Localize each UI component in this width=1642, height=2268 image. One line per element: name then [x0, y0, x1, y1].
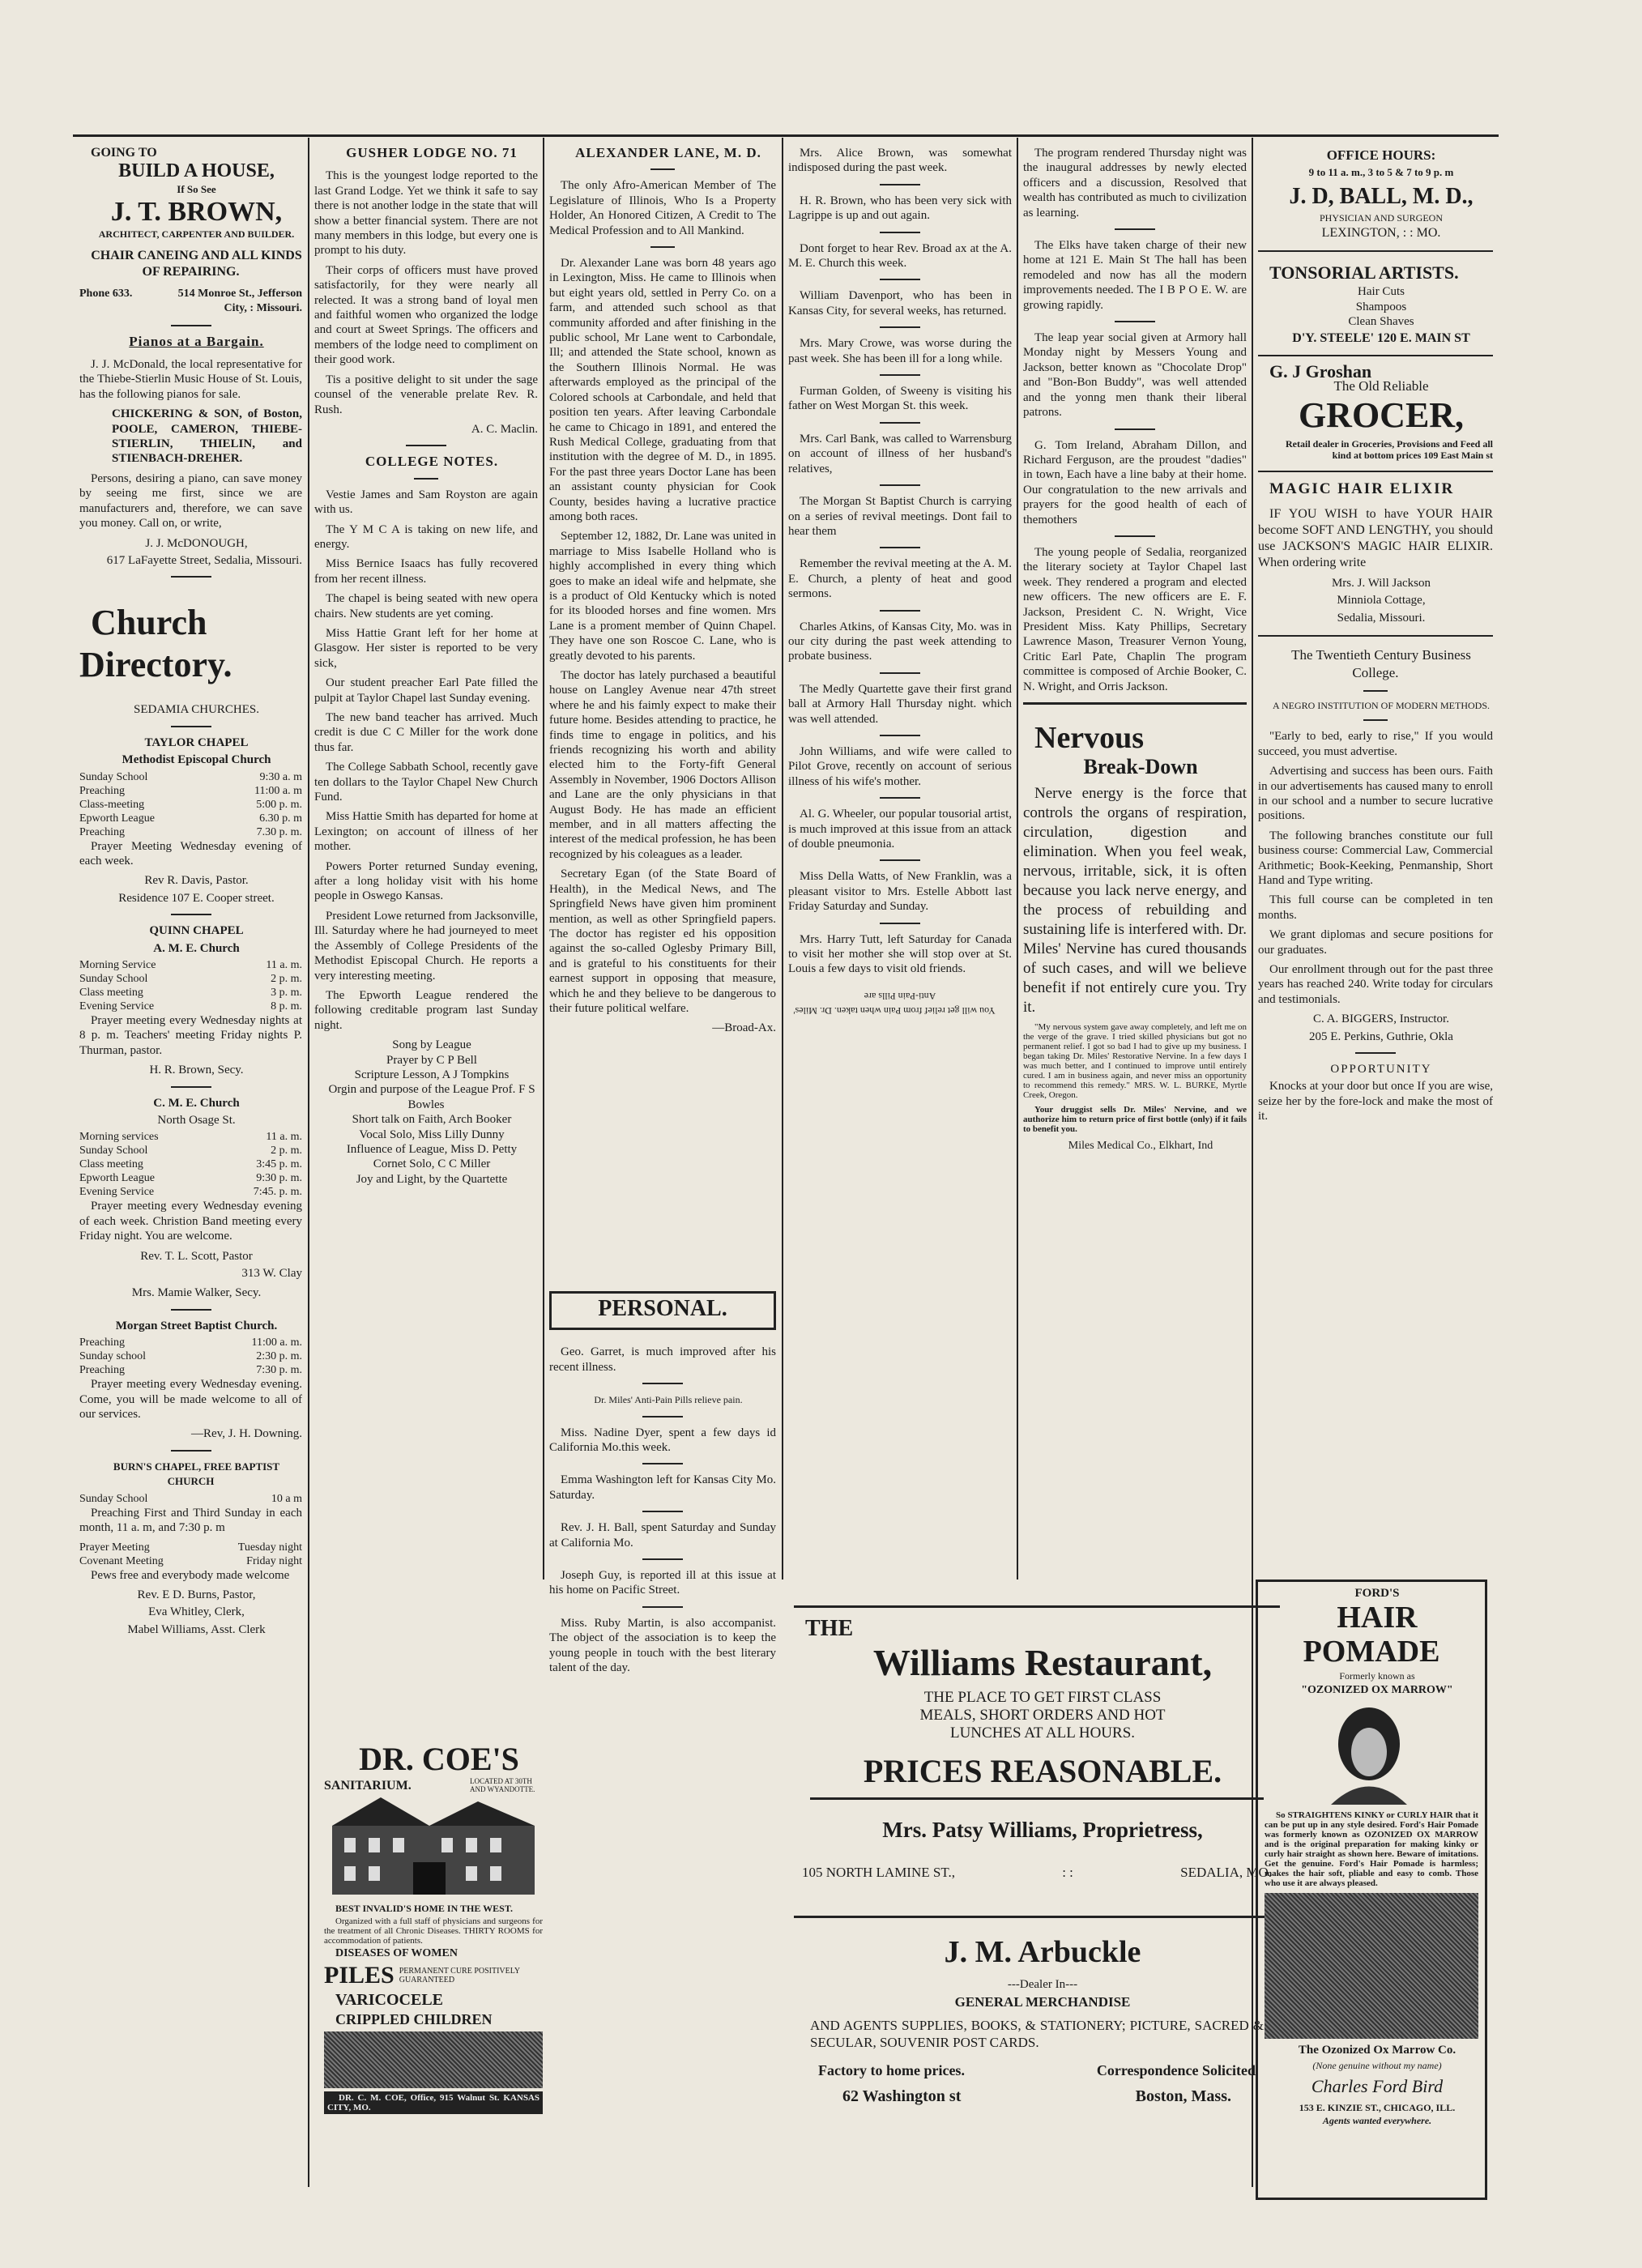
personal-title: PERSONAL.: [598, 1296, 727, 1321]
column-rule: [1017, 138, 1018, 1580]
fine-print-block: [324, 2031, 543, 2088]
column-4: Mrs. Alice Brown, was somewhat indisposed during the past week. H. R. Brown, who has been very sick with Lagrippe is up and out again. Dont forget to hear Rev. Broad ax at the A. M. E. Church this week. William Davenport, who has been in Kansas City, for several weeks, has returned. Mrs. Mary Crowe, was worse during the past week. She has been ill for a long while. Furman Golden, of Sweeny is visiting his father on West Morgan St. this week. Mrs. Carl Bank, was called to Warrensburg on account of illness of her husband's relatives, The Morgan St Baptist Church is carrying on a series of revival meetings. Dont fail to hear them Remember the revival meeting at the A. M. E. Church, a plenty of heat and good sermons. Charles Atkins, of Kansas City, Mo. was in our city during the past week attending to probate business. The Medly Quartette gave their first grand ball at Armory Hall Thursday night. which was well attended. John Williams, and wife were called to Pilot Grove, recently on account of serious illness of his wife's mother. Al. G. Wheeler, our popular tousorial artist, is much improved at this issue from an attack of double pneumonia. Miss Della Watts, of New Franklin, was a pleasant visitor to Mrs. Estelle Abbott last Friday Saturday and Sunday. Mrs. Harry Tutt, left Saturday for Canada to visit her mother she will stop over at St. Louis a few days to visit old friends. You will get relief from Pain when taken. Dr. Miles' Anti-Pain Pills are: [788, 147, 1012, 1017]
newspaper-page: [73, 122, 1499, 2195]
williams-restaurant-ad: THE Williams Restaurant, THE PLACE TO GET FIRST CLASS MEALS, SHORT ORDERS AND HOT LUNCHES AT ALL HOURS. PRICES REASONABLE. Mrs. Patsy Williams, Proprietress, 105 NORTH LAMINE ST., : : SEDALIA, MO.: [794, 1605, 1280, 1905]
college-notes-title: COLLEGE NOTES.: [365, 454, 499, 470]
quinn-chapel: QUINN CHAPEL A. M. E. Church Morning Service 11 a. m. Sunday School 2 p. m. Class meeting 3 p. m. Evening Service 8 p. m. Prayer meeting every Wednesday nights at 8 p. m. Teachers' meeting Friday nights P. Thurman, pastor. H. R. Brown, Secy.: [79, 924, 302, 1077]
piano-ad: Pianos at a Bargain. J. J. McDonald, the local representative for the Thiebe-Stierlin Music House of St. Louis, has the following pianos for sale. CHICKERING & SON, of Boston, POOLE, CAMERON, THIEBE-STIERLIN, THIELIN, and STIENBACH-DREHER. Persons, desiring a piano, can save money by seeing me first, since we are manufacturers and, therefore, we can save you money. Call on, or write, J. J. McDONOUGH, 617 LaFayette Street, Sedalia, Missouri.: [79, 333, 302, 567]
nervous-ad: Nervous Break-Down Nerve energy is the force that controls the organs of respiration, circulation, digestion and elimination. When you feel weak, nervous, irritable, sick, it is often because you lack nerve energy, and the process of rebuilding and sustaining life is interfered with. Dr. Miles' Nervine has cured thousands of such cases, and will we believe benefit if not entirely cure you. Try it. "My nervous system gave away completely, and left me on the verge of the grave. I tried skilled physicians but got no permanent relief. I got so bad I had to give up my business. I began taking Dr. Miles' Restorative Nervine. In a few days I was much better, and I continued to improve until entirely cured. I am in business again, and never miss an opportunity to recommend this remedy." MRS. W. L. BURKE, Myrtle Creek, Oregon. Your druggist sells Dr. Miles' Nervine, and we authorize him to return price of first bottle (only) if it fails to benefit you. Miles Medical Co., Elkhart, Ind: [1023, 702, 1247, 1153]
top-rule: [73, 134, 1499, 137]
hair-pomade-ad: FORD'S HAIR POMADE Formerly known as "OZONIZED OX MARROW" So STRAIGHTENS KINKY or CURLY HAIR that it can be put up in any style desired. Ford's Hair Pomade was formerly known as OZONIZED OX MARROW and is the original preparation for making kinky or curly hair straight as shown here. Beware of imitations. Get the genuine. Ford's Hair Pomade is harmless; makes the hair soft, pliable and easy to comb. Those who use it are always pleased. The Ozonized Ox Marrow Co. (None genuine without my name) Charles Ford Bird 153 E. KINZIE ST., CHICAGO, ILL. Agents wanted everywhere.: [1256, 1580, 1487, 2200]
dr-coe-ad: DR. COE'S SANITARIUM. LOCATED AT 30TH AND WYANDOTTE. BEST INVALID'S HOME IN THE WEST. Organized with a full staff of physicians and surgeons for the treatment of all Chronic Diseases. THIRTY ROOMS for accommodation of patients. DISEASES OF WOMEN PILES PERMANENT CURE POSITIVELY GUARANTEED VARICOCELE CRIPPLED CHILDREN DR. C. M. COE, Office, 915 Walnut St. KANSAS CITY, MO.: [324, 1741, 543, 2112]
brown-ad: GOING TO BUILD A HOUSE, If So See J. T. BROWN, ARCHITECT, CARPENTER AND BUILDER. CHAIR CANEING AND ALL KINDS OF REPAIRING. Phone 633. 514 Monroe St., Jefferson City, : Missouri.: [79, 146, 302, 317]
column-1: GOING TO BUILD A HOUSE, If So See J. T. BROWN, ARCHITECT, CARPENTER AND BUILDER. CHAIR CANEING AND ALL KINDS OF REPAIRING. Phone 633. 514 Monroe St., Jefferson City, : Missouri. Pianos at a Bargain. J. J. McDonald, the local representative for the Thiebe-Stierlin Music House of St. Louis, has the following pianos for sale. CHICKERING & SON, of Boston, POOLE, CAMERON, THIEBE-STIERLIN, THIELIN, and STIENBACH-DREHER. Persons, desiring a piano, can save money by seeing me first, since we are manufacturers and, therefore, we can save you money. Call on, or write, J. J. McDONOUGH, 617 LaFayette Street, Sedalia, Missouri. Church Directory. SEDAMIA CHURCHES. TAYLOR CHAPEL Methodist Episcopal Church Sunday School 9:30 a. m Preaching 11:00 a. m Class-meeting 5:00 p. m. Epworth League 6.30 p. m Preaching 7.30 p. m. Prayer Meeting Wednesday evening of each week. Rev R. Davis, Pastor. Residence 107 E. Cooper street. QUINN CHAPEL A. M. E. Church Morning Service 11 a. m. Sunday School 2 p. m. Class meeting 3 p. m. Evening Service 8 p. m. Prayer meeting every Wednesday nights at 8 p. m. Teachers' meeting Friday nights P. Thurman, pastor. H. R. Brown, Secy. C. M. E. Church North Osage St. Morning services 11 a. m. Sunday School 2 p. m. Class meeting 3:45 p. m. Epworth League 9:30 p. m. Evening Service 7:45. p. m. Prayer meeting every Wednesday evening of each week. Christion Band meeting every Friday night. You are welcome. Rev. T. L. Scott, Pastor 313 W. Clay Mrs. Mamie Walker, Secy. Morgan Street Baptist Church. Preaching 11:00 a. m. Sunday school 2:30 p. m. Preaching 7:30 p. m. Prayer meeting every Wednesday evening. Come, you will be made welcome to all of our services. —Rev, J. H. Downing. BURN'S CHAPEL, FREE BAPTIST CHURCH Sunday School 10 a m Preaching First and Third Sunday in each month, 11 a. m, and 7:30 p. m Prayer Meeting Tuesday night Covenant Meeting Friday night Pews free and everybody made welcome Rev. E D. Burns, Pastor, Eva Whitley, Clerk, Mabel Williams, Asst. Clerk: [79, 146, 302, 1636]
column-rule: [543, 138, 544, 1580]
column-rule: [308, 138, 309, 2187]
arbuckle-ad: J. M. Arbuckle ---Dealer In--- GENERAL MERCHANDISE AND AGENTS SUPPLIES, BOOKS, & STATIONERY; PICTURE, SACRED & SECULAR, SOUVENIR POST CARDS. Factory to home prices. Correspondence Solicited 62 Washington st Boston, Mass.: [794, 1916, 1280, 2191]
column-3: ALEXANDER LANE, M. D. The only Afro-American Member of The Legislature of Illinois, Who Is a Property Holder, An Honored Citizen, A Credit to The Medical Profession and to All Mankind. Dr. Alexander Lane was born 48 years ago in Lexington, Miss. He came to Illinois when but eight years old, settled in Perry Co. on a farm, and attended such school as that community afforded and after finishing in the public school, Mr Lane went to Carbondale, Ill; and attended the State school, known as the Southern Illinois Normal. He was afterwards employed as the principal of the Colored schools at Carbondale, and held that position ten years. After leaving Carbondale he came to Chicago in 1891, and entered the Rush Medical College, graduating from that institution with the degree of M. D., in 1895. For the past three years Doctor Lane has been an assistant county physician for Cook County, besides having a lucrative practice among both races. September 12, 1882, Dr. Lane was united in marriage to Miss Isabelle Holland who is highly accomplished in every thing which goes to make an ideal wife and helpmate, she is a product of Old Kentucky which is noted for its blooded horses and fine women. Mrs Lane is a proment member of Quinn Chapel. They have one son Roscoe C. Lane, who is greatly devoted to his parents. The doctor has lately purchased a beautiful house on Langley Avenue near 47th street where he and his faimly expect to make their future home. Besides attending to practice, he finds time to engage in politics, and his friends recognizing his worth and ability elected him to the Forty-fift General Assembly in November, 1906 Doctors Allison and Lane are the only physicians in that August Body. He has made an efficient member, and in all matters affecting the interest of the medical profession, he has been recognized by his coleagues as a leader. Secretary Egan (of the State Board of Health), in the Medical News, and The Springfield News have given him prominent mention, as well as other Springfield papers. The doctor has register ed his opposition against the so-called Oglesby Primary Bill, and is grateful to his constituents for their earnest support in opposing that measure, which he and they believe to be dangerous to their future political welfare. —Broad-Ax.: [549, 146, 776, 1035]
taylor-chapel: TAYLOR CHAPEL Methodist Episcopal Church Sunday School 9:30 a. m Preaching 11:00 a. m Class-meeting 5:00 p. m. Epworth League 6.30 p. m Preaching 7.30 p. m. Prayer Meeting Wednesday evening of each week. Rev R. Davis, Pastor. Residence 107 E. Cooper street.: [79, 735, 302, 905]
burns-chapel: BURN'S CHAPEL, FREE BAPTIST CHURCH Sunday School 10 a m Preaching First and Third Sunday in each month, 11 a. m, and 7:30 p. m Prayer Meeting Tuesday night Covenant Meeting Friday night Pews free and everybody made welcome Rev. E D. Burns, Pastor, Eva Whitley, Clerk, Mabel Williams, Asst. Clerk: [79, 1460, 302, 1636]
phone: Phone 633.: [79, 287, 133, 300]
column-6: OFFICE HOURS: 9 to 11 a. m., 3 to 5 & 7 to 9 p. m J. D, BALL, M. D., PHYSICIAN AND SURGEON LEXINGTON, : : MO. TONSORIAL ARTISTS. Hair Cuts Shampoos Clean Shaves D'Y. STEELE' 120 E. MAIN ST G. J Groshan The Old Reliable GROCER, Retail dealer in Groceries, Provisions and Feed all kind at bottom prices 109 East Main st MAGIC HAIR ELIXIR IF YOU WISH to have YOUR HAIR become SOFT AND LENGTHY, you should use JACKSON'S MAGIC HAIR ELIXIR. When ordering write Mrs. J. Will Jackson Minniola Cottage, Sedalia, Missouri. The Twentieth Century Business College. A NEGRO INSTITUTION OF MODERN METHODS. "Early to bed, early to rise," If you would succeed, you must advertise. Advertising and success has been ours. Faith in our advertisements has caused many to enroll in our school and a number to secure lucrative positions. The following branches constitute our full business course: Commercial Law, Commercial Arithmetic; Book-Keeking, Penmanship, Short Hand and Type writing. This full course can be completed in ten months. We grant diplomas and secure positions for our graduates. Our enrollment through out for the past three years has reached 240. Write today for circulars and testimonials. C. A. BIGGERS, Instructor. 205 E. Perkins, Guthrie, Okla OPPORTUNITY Knocks at your door but once If you are wise, seize her by the fore-lock and make the most of it.: [1258, 147, 1493, 1123]
cme-church: C. M. E. Church North Osage St. Morning services 11 a. m. Sunday School 2 p. m. Class meeting 3:45 p. m. Epworth League 9:30 p. m. Evening Service 7:45. p. m. Prayer meeting every Wednesday evening of each week. Christion Band meeting every Friday night. You are welcome. Rev. T. L. Scott, Pastor 313 W. Clay Mrs. Mamie Walker, Secy.: [79, 1096, 302, 1300]
column-2: GUSHER LODGE NO. 71 This is the youngest lodge reported to the last Grand Lodge. Yet we think it safe to say there is not another lodge in the state that will show a better financial system. There are not many members in this lodge, but every one is prompt to his duty. Their corps of officers must have proved satisfactorily, for they were nearly all relected. It was a strong band of loyal men and faithful women who organized the lodge and court at Sweet Springs. The officers and members of the lodge need to compliment on their good work. Tis a positive delight to sit under the sage counsel of the venerable prelate Rev. R. Rush. A. C. Maclin. COLLEGE NOTES. Vestie James and Sam Royston are again with us. The Y M C A is taking on new life, and energy. Miss Bernice Isaacs has fully recovered from her recent illness. The chapel is being seated with new opera chairs. New students are yet coming. Miss Hattie Grant left for her home at Glasgow. Her sister is reported to be very sick, Our student preacher Earl Pate filled the pulpit at Taylor Chapel last Sunday evening. The new band teacher has arrived. Much credit is due C C Miller for the work done thus far. The College Sabbath School, recently gave ten dollars to the Taylor Chapel New Church Fund. Miss Hattie Smith has departed for home at Lexington; on account of illness of her mother. Powers Porter returned Sunday evening, after a long holiday visit with his home people in Oswego Kansas. President Lowe returned from Jacksonville, Ill. Saturday where he had journeyed to meet the Assembly of College Presidents of the Methodist Episcopal Church. He reports a very interesting meeting. The Epworth League rendered the following creditable program last Sunday night. Song by League Prayer by C P Bell Scripture Lesson, A J Tompkins Orgin and purpose of the League Prof. F S Bowles Short talk on Faith, Arch Booker Vocal Solo, Miss Lilly Dunny Influence of League, Miss D. Petty Cornet Solo, C C Miller Joy and Light, by the Quartette: [314, 146, 538, 1186]
morgan-church: Morgan Street Baptist Church. Preaching 11:00 a. m. Sunday school 2:30 p. m. Preaching 7:30 p. m. Prayer meeting every Wednesday evening. Come, you will be made welcome to all of our services. —Rev, J. H. Downing.: [79, 1319, 302, 1441]
woman-portrait-illustration: [1258, 1699, 1480, 1805]
gusher-title: GUSHER LODGE NO. 71: [346, 146, 518, 160]
column-rule: [782, 138, 783, 1580]
lane-title: ALEXANDER LANE, M. D.: [575, 146, 761, 160]
directory-title: Church Directory.: [79, 603, 232, 685]
address: 514 Monroe St., Jefferson City, : Missouri.: [177, 287, 302, 315]
signature: Charles Ford Bird: [1311, 2076, 1444, 2096]
upside-down-notice: You will get relief from Pain when taken. Dr. Miles' Anti-Pain Pills are: [793, 990, 996, 1017]
personal-column: PERSONAL. Geo. Garret, is much improved after his recent illness. Dr. Miles' Anti-Pain Pills relieve pain. Miss. Nadine Dyer, spent a few days id California Mo.this week. Emma Washington left for Kansas City Mo. Saturday. Rev. J. H. Ball, spent Saturday and Sunday at California Mo. Joseph Guy, is reported ill at this issue at his home on Pacific Street. Miss. Ruby Martin, is also accompanist. The object of the association is to keep the young people in touch with the best literary talent of the day.: [549, 1288, 776, 2187]
column-5: The program rendered Thursday night was the inaugural addresses by newly elected officers and a discussion, Resolved that wealth has contributed as much to civilization as learning. The Elks have taken charge of their new home at 121 E. Main St The hall has been remodeled and now has all the modern improvements needed. The I B P O E. W. are growing rapidly. The leap year social given at Armory hall Monday night by Messers Young and Jackson, better known as "Chocolate Drop" and "Bon-Bon Buddy", was well attended and the yonng men thank their liberal patrons. G. Tom Ireland, Abraham Dillon, and Richard Ferguson, are the proudest "dadies" in town, Each have a line baby at their home. Our congratulation to the new arrivals and prayers for the good health of each of themothers The young people of Sedalia, reorganized the literary society at Taylor Chapel last week. They rendered a program and elected new officers. The new officers are E. F. Jackson, President C. N. Wright, Vice President Miss. Katy Phillips, Secretary Lawrence Mason, Treasurer Vernon Young, Critic Earl Pate, Chaplin The program committee is composed of Archie Booker, C. N. Wright, and Orris Jackson. Nervous Break-Down Nerve energy is the force that controls the organs of respiration, circulation, digestion and elimination. When you feel weak, nervous, irritable, sick, it is often because you lack nerve energy, and the process of rebuilding and sustaining life is interfered with. Dr. Miles' Nervine has cured thousands of such cases, and will we believe benefit if not entirely cure you. Try it. "My nervous system gave away completely, and left me on the verge of the grave. I tried skilled physicians but got no permanent relief. I got so bad I had to give up my business. I began taking Dr. Miles' Restorative Nervine. In a few days I was much better, and I continued to improve until entirely cured. I am in business again, and never miss an opportunity to recommend this remedy." MRS. W. L. BURKE, Myrtle Creek, Oregon. Your druggist sells Dr. Miles' Nervine, and we authorize him to return price of first bottle (only) if it fails to benefit you. Miles Medical Co., Elkhart, Ind: [1023, 146, 1247, 1571]
sanitarium-building-illustration: [324, 1793, 543, 1899]
fine-print-block: [1265, 1893, 1478, 2039]
